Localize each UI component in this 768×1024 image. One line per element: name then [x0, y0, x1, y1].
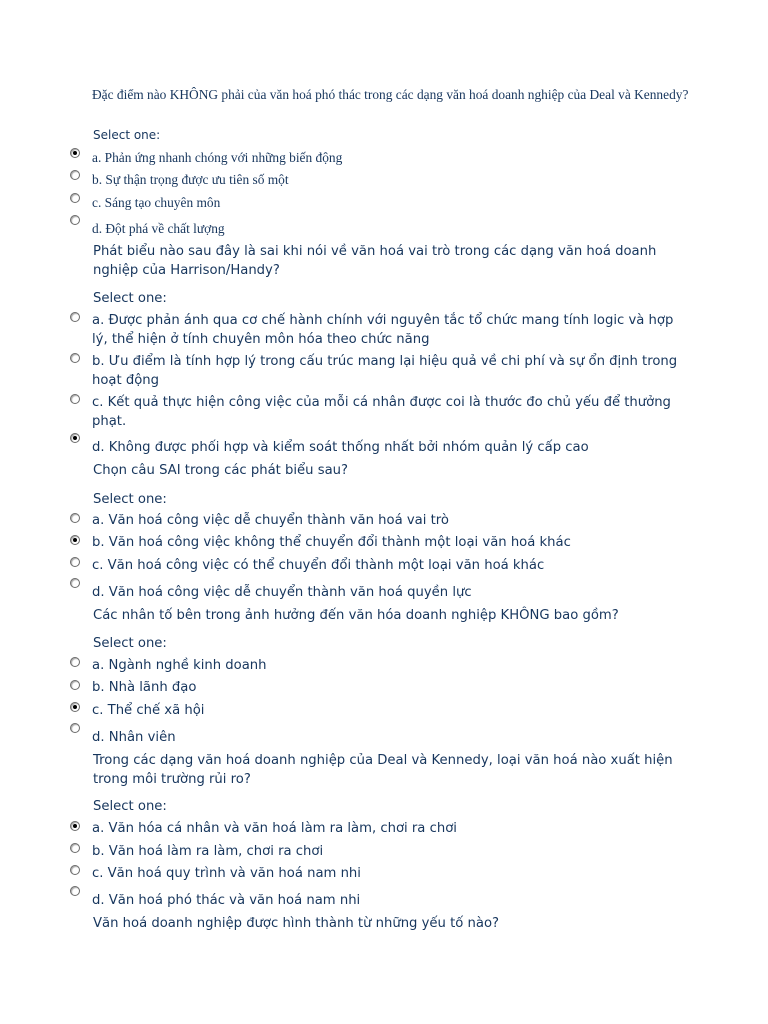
q5-option-a-radio[interactable]: [70, 821, 80, 831]
q3-option-d[interactable]: d. Văn hoá công việc dễ chuyển thành văn hoá quyền lực: [92, 585, 472, 600]
q5-option-c-radio[interactable]: [70, 865, 80, 875]
q4-option-b-radio[interactable]: [70, 680, 80, 690]
q5-option-a[interactable]: a. Văn hóa cá nhân và văn hoá làm ra làm, chơi ra chơi: [92, 821, 457, 836]
q1-option-d-radio[interactable]: [70, 215, 80, 225]
q4-option-d[interactable]: d. Nhân viên: [92, 730, 176, 745]
q1-option-b-radio[interactable]: [70, 170, 80, 180]
select-one-label: Select one:: [93, 291, 167, 306]
q2-option-b[interactable]: b. Ưu điểm là tính hợp lý trong cấu trúc mang lại hiệu quả về chi phí và sự ổn định trong hoạt động: [92, 354, 678, 388]
q5-option-b-radio[interactable]: [70, 843, 80, 853]
q1-option-a-radio[interactable]: [70, 148, 80, 158]
q5-option-b[interactable]: b. Văn hoá làm ra làm, chơi ra chơi: [92, 844, 324, 859]
q1-option-c[interactable]: c. Sáng tạo chuyên môn: [92, 195, 221, 210]
q3-option-a-radio[interactable]: [70, 513, 80, 523]
question-3-text: Chọn câu SAI trong các phát biểu sau?: [93, 463, 349, 478]
select-one-label: Select one:: [93, 636, 167, 651]
q2-option-d[interactable]: d. Không được phối hợp và kiểm soát thống nhất bởi nhóm quản lý cấp cao: [92, 440, 589, 455]
question-2-text: Phát biểu nào sau đây là sai khi nói về văn hoá vai trò trong các dạng văn hoá doanh nghiệp của Harrison/Handy?: [93, 244, 657, 278]
q4-option-c-radio[interactable]: [70, 702, 80, 712]
q4-option-c[interactable]: c. Thể chế xã hội: [92, 703, 205, 718]
q2-option-c-radio[interactable]: [70, 394, 80, 404]
q3-option-a[interactable]: a. Văn hoá công việc dễ chuyển thành văn hoá vai trò: [92, 513, 449, 528]
q3-option-c-radio[interactable]: [70, 557, 80, 567]
q5-option-c[interactable]: c. Văn hoá quy trình và văn hoá nam nhi: [92, 866, 361, 881]
q4-option-b[interactable]: b. Nhà lãnh đạo: [92, 680, 197, 695]
q2-option-b-radio[interactable]: [70, 353, 80, 363]
select-one-label: Select one:: [93, 799, 167, 814]
question-5-text: Trong các dạng văn hoá doanh nghiệp của Deal và Kennedy, loại văn hoá nào xuất hiện trong môi trường rủi ro?: [93, 753, 673, 787]
q2-option-a[interactable]: a. Được phản ánh qua cơ chế hành chính với nguyên tắc tổ chức mang tính logic và hợp lý, thể hiện ở tính chuyên môn hóa theo chức năng: [92, 313, 674, 347]
question-6-text: Văn hoá doanh nghiệp được hình thành từ những yếu tố nào?: [93, 916, 500, 931]
q1-option-d[interactable]: d. Đột phá về chất lượng: [92, 221, 225, 236]
select-one-label: Select one:: [93, 492, 167, 507]
q1-option-c-radio[interactable]: [70, 193, 80, 203]
question-1-text: Đặc điểm nào KHÔNG phải của văn hoá phó thác trong các dạng văn hoá doanh nghiệp của Deal và Kennedy?: [92, 87, 689, 102]
q1-option-b[interactable]: b. Sự thận trọng được ưu tiên số một: [92, 172, 289, 187]
q5-option-d[interactable]: d. Văn hoá phó thác và văn hoá nam nhi: [92, 893, 361, 908]
q2-option-a-radio[interactable]: [70, 312, 80, 322]
q4-option-a-radio[interactable]: [70, 657, 80, 667]
q1-option-a[interactable]: a. Phản ứng nhanh chóng với những biến động: [92, 150, 343, 165]
q2-option-d-radio[interactable]: [70, 433, 80, 443]
q5-option-d-radio[interactable]: [70, 886, 80, 896]
q3-option-c[interactable]: c. Văn hoá công việc có thể chuyển đổi thành một loại văn hoá khác: [92, 558, 545, 573]
q3-option-d-radio[interactable]: [70, 578, 80, 588]
question-4-text: Các nhân tố bên trong ảnh hưởng đến văn hóa doanh nghiệp KHÔNG bao gồm?: [93, 608, 619, 623]
q4-option-a[interactable]: a. Ngành nghề kinh doanh: [92, 658, 267, 673]
q3-option-b-radio[interactable]: [70, 535, 80, 545]
q3-option-b[interactable]: b. Văn hoá công việc không thể chuyển đổi thành một loại văn hoá khác: [92, 535, 571, 550]
select-one-label: Select one:: [93, 128, 161, 142]
q2-option-c[interactable]: c. Kết quả thực hiện công việc của mỗi cá nhân được coi là thước đo chủ yếu để thưởng phạt.: [92, 395, 671, 429]
q4-option-d-radio[interactable]: [70, 723, 80, 733]
